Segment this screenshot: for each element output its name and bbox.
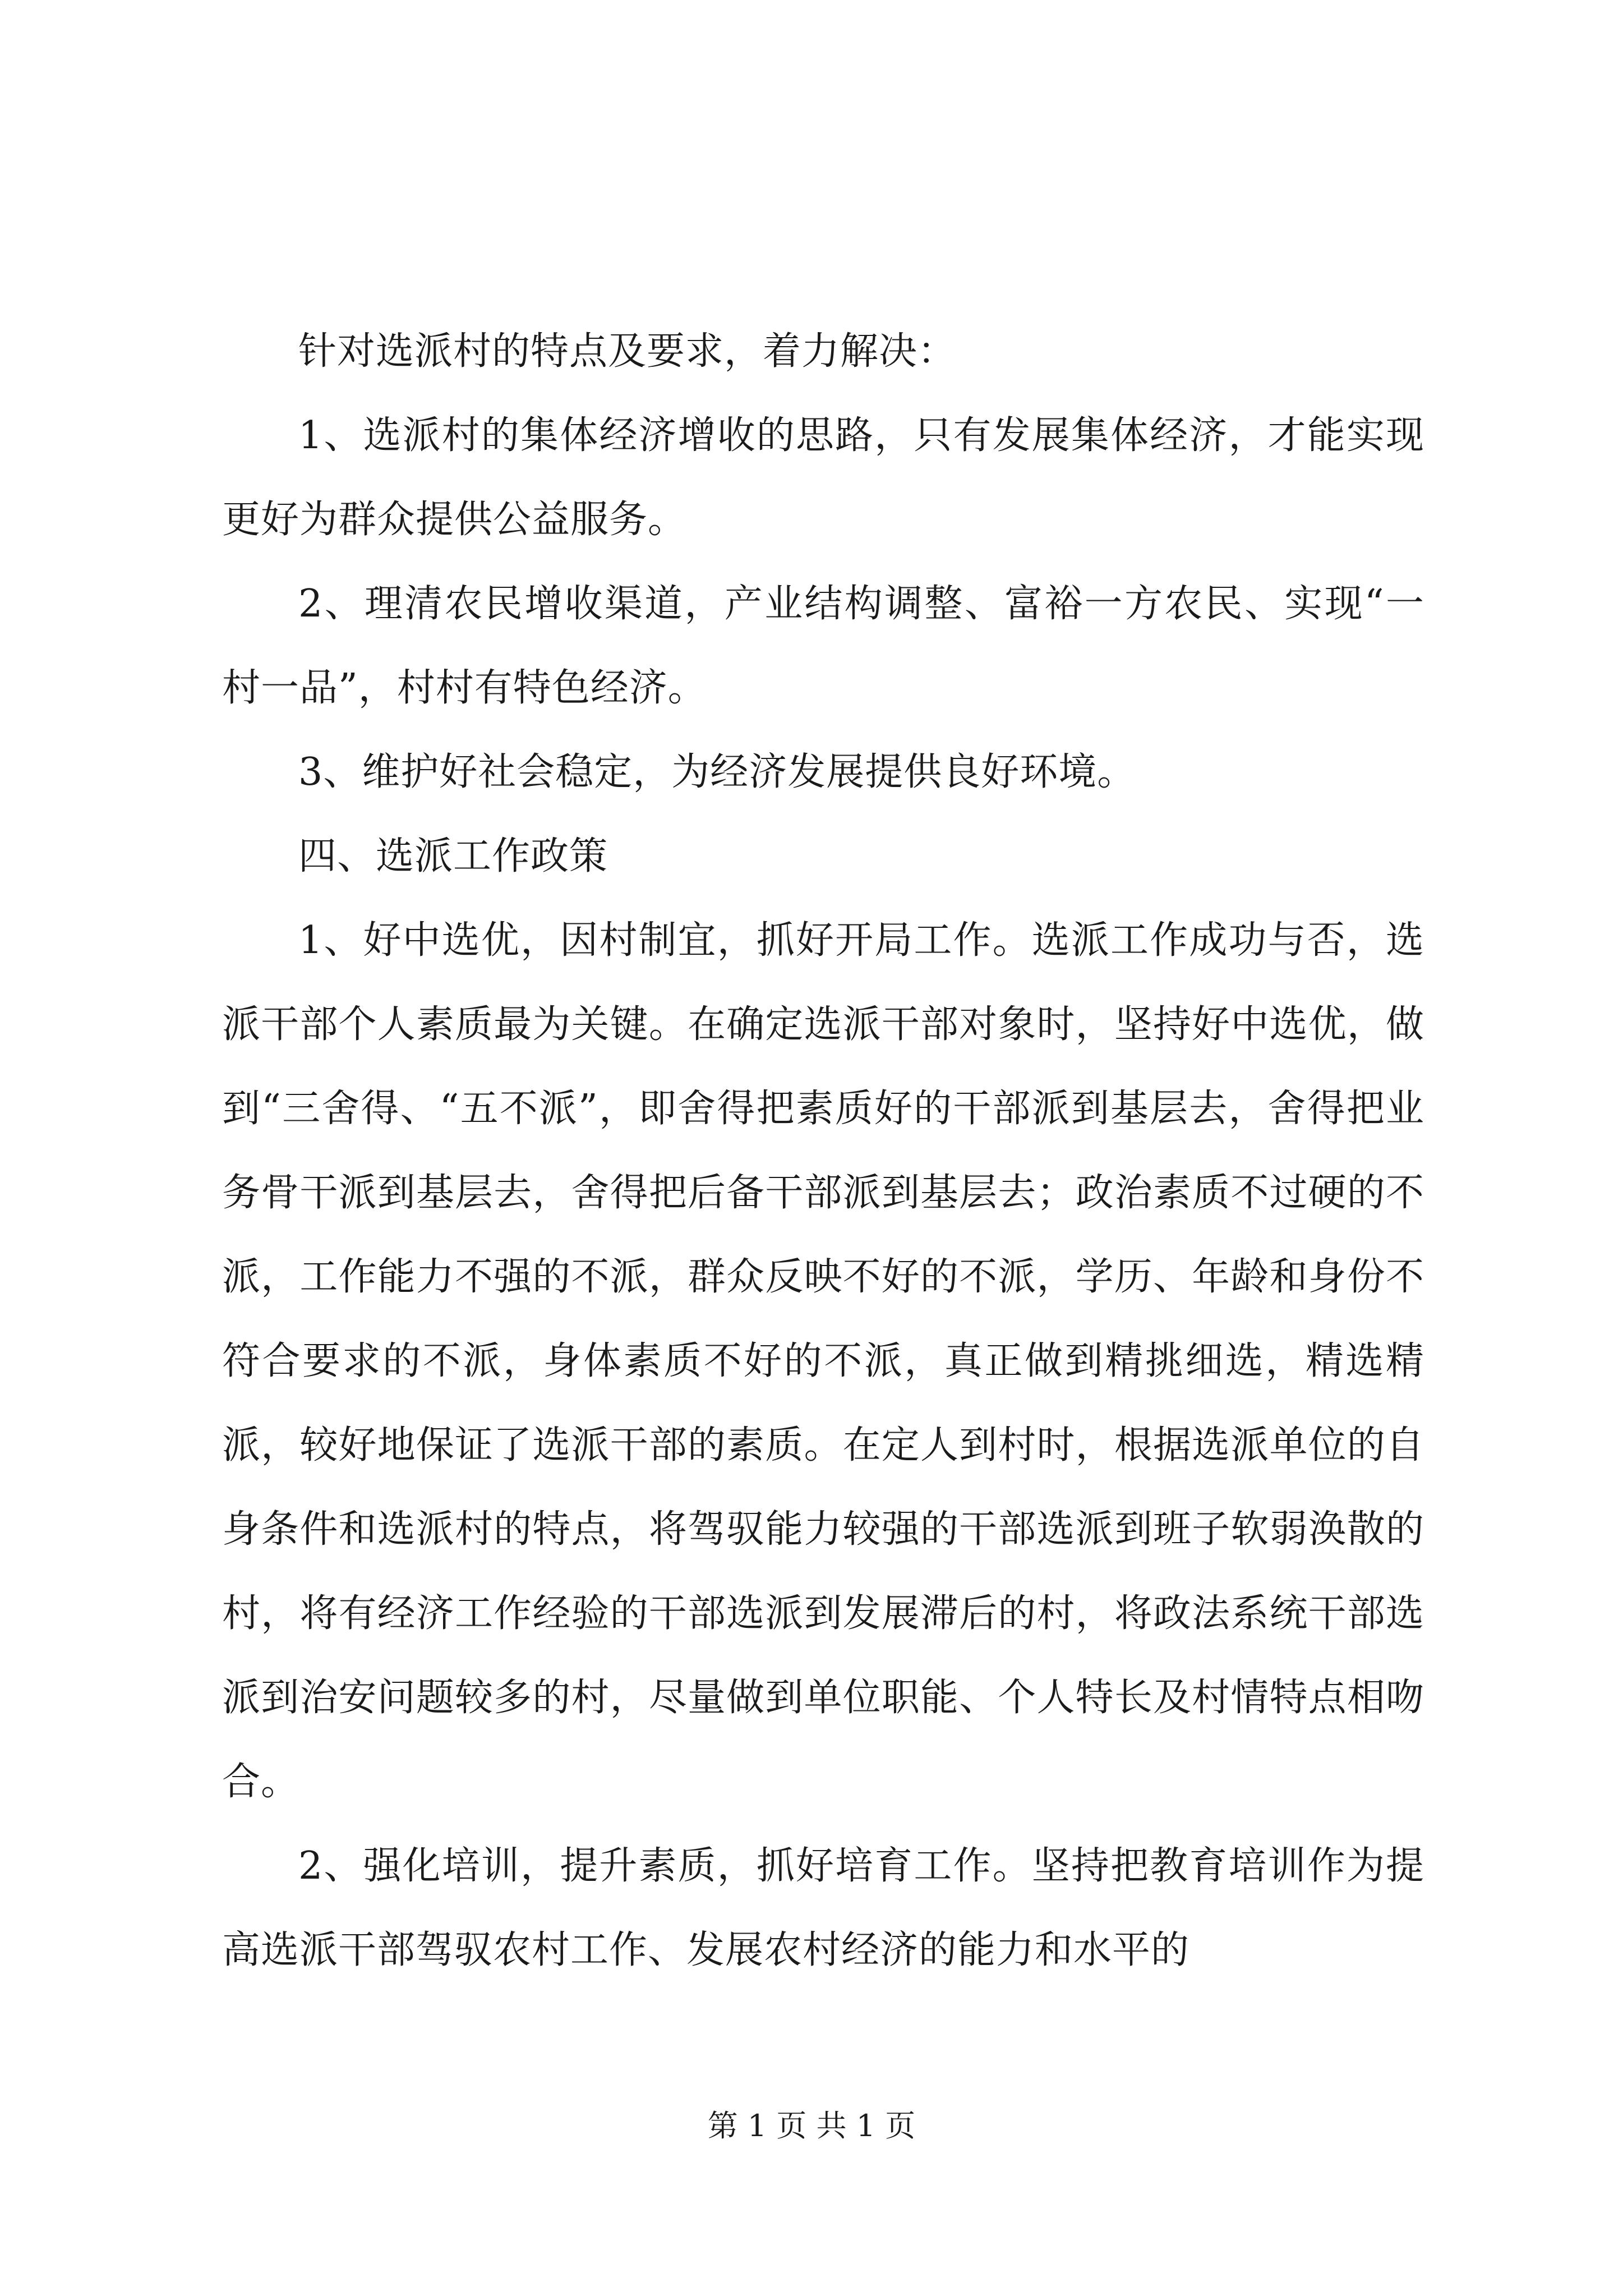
paragraph-item-3: 3、维护好社会稳定，为经济发展提供良好环境。 xyxy=(298,750,1136,794)
document-body xyxy=(222,310,1424,1993)
section-heading-policy: 四、选派工作政策 xyxy=(298,834,608,878)
paragraph-item-2: 2、理清农民增收渠道，产业结构调整、富裕一方农民、实现“一村一品”，村村有特色经济。 xyxy=(222,582,1424,710)
page-footer: 第 1 页 共 1 页 xyxy=(707,2108,916,2143)
paragraph-policy-2: 2、强化培训，提升素质，抓好培育工作。坚持把教育培训作为提高选派干部驾驭农村工作、发展农村经济的能力和水平的 xyxy=(222,1844,1424,1972)
paragraph-intro: 针对选派村的特点及要求，着力解决： xyxy=(298,329,957,374)
paragraph-policy-1: 1、好中选优，因村制宜，抓好开局工作。选派工作成功与否，选派干部个人素质最为关键。在确定选派干部对象时，坚持好中选优，做到“三舍得、“五不派”，即舍得把素质好的干部派到基层去，舍得把业务骨干派到基层去，舍得把后备干部派到基层去；政治素质不过硬的不派，工作能力不强的不派，群众反映不好的不派，学历、年龄和身份不符合要求的不派，身体素质不好的不派，真正做到精挑细选，精选精派，较好地保证了选派干部的素质。在定人到村时，根据选派单位的自身条件和选派村的特点，将驾驭能力较强的干部选派到班子软弱涣散的村，将有经济工作经验的干部选派到发展滞后的村，将政法系统干部选派到治安问题较多的村，尽量做到单位职能、个人特长及村情特点相吻合。 xyxy=(222,918,1424,1804)
paragraph-item-1: 1、选派村的集体经济增收的思路，只有发展集体经济，才能实现更好为群众提供公益服务。 xyxy=(222,413,1424,542)
